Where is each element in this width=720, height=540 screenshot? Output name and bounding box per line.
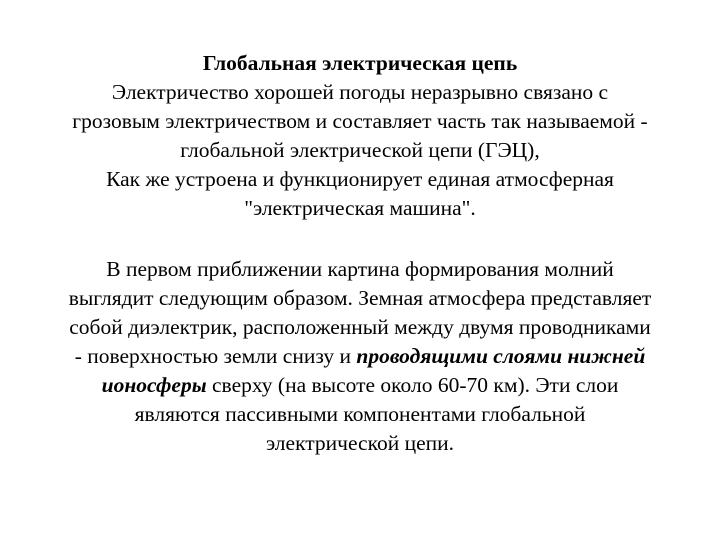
intro-line: Электричество хорошей погоды неразрывно связано с [111,80,609,104]
body-line: выглядит следующим образом. Земная атмосфера представляет [68,286,652,310]
body-text: - поверхностью земли снизу и [74,344,357,368]
emphasized-term: ионосферы [101,373,207,397]
intro-paragraph [20,49,700,223]
body-text: сверху (на высоте около 60-70 км). Эти слои [206,373,619,397]
slide-title: Глобальная электрическая цепь [202,51,518,75]
body-line [20,371,700,400]
body-paragraph [20,255,700,458]
intro-line: Как же устроена и функционирует единая атмосферная [106,167,614,191]
intro-line: "электрическая машина". [244,196,476,220]
body-line: В первом приближении картина формирования молний [106,257,614,281]
body-line: являются пассивными компонентами глобальной [134,402,586,426]
emphasized-term: проводящими слоями нижней [356,344,646,368]
body-line: электрической цепи. [265,431,455,455]
body-line: собой диэлектрик, расположенный между двумя проводниками [69,315,651,339]
intro-line: глобальной электрической цепи (ГЭЦ), [180,138,540,162]
intro-line: грозовым электричеством и составляет часть так называемой - [72,109,648,133]
body-line [20,342,700,371]
